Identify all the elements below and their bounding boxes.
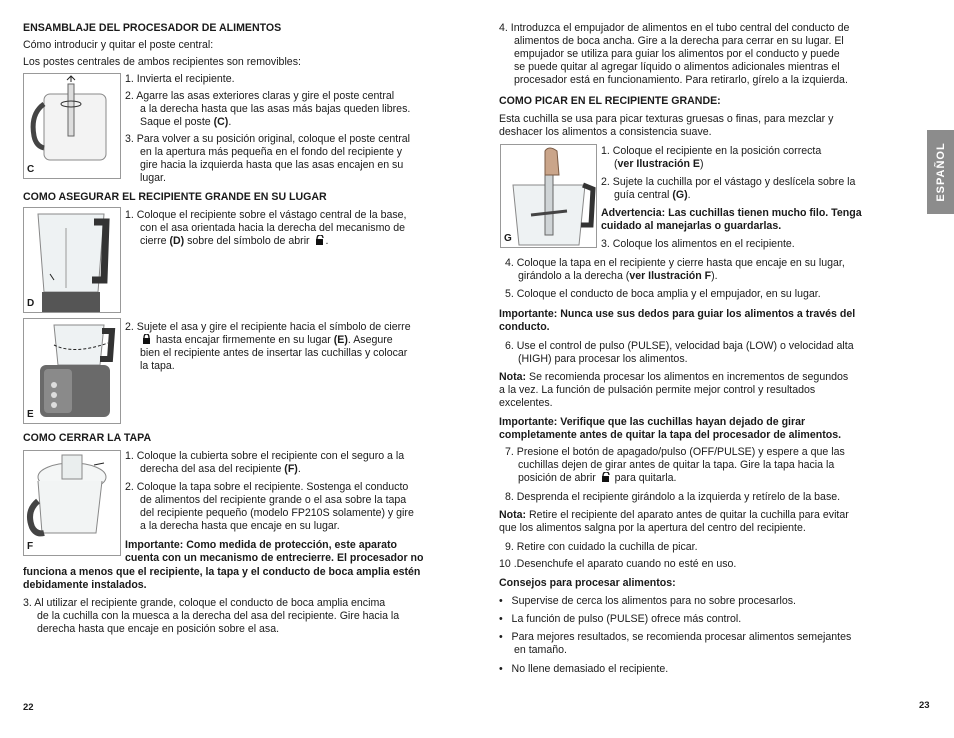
- list-item-cont: a la derecha hasta que las asas más bajas queden libres.: [140, 103, 411, 115]
- list-item-cont: a la derecha hasta que encaje en su lugar.: [140, 520, 340, 532]
- list-item: 9. Retire con cuidado la cuchilla de picar.: [505, 541, 698, 553]
- list-item: 8. Desprenda el recipiente girándolo a la izquierda y retírelo de la base.: [505, 491, 841, 503]
- important-note: completamente antes de quitar la tapa del procesador de alimentos.: [499, 429, 842, 441]
- page-number: 23: [919, 700, 930, 711]
- bullet-item-cont: en tamaño.: [514, 644, 568, 656]
- tips-title: Consejos para procesar alimentos:: [499, 577, 676, 589]
- list-item: 3. Para volver a su posición original, coloque el poste central: [125, 133, 411, 145]
- blade-insert-illustration: [501, 145, 596, 247]
- list-item: 2. Sujete el asa y gire el recipiente hacia el símbolo de cierre: [125, 321, 411, 333]
- list-item-cont: se puede quitar al agregar líquido o alimentos adicionales mientras el: [514, 61, 840, 73]
- list-item: 2. Agarre las asas exteriores claras y gire el poste central: [125, 90, 395, 102]
- bowl-on-base-illustration: [24, 208, 120, 312]
- lid-illustration: [24, 451, 120, 555]
- list-item-cont: hasta encajar firmemente en su lugar (E). Asegure: [140, 334, 393, 347]
- lock-icon: [142, 334, 151, 344]
- figure-label: C: [27, 164, 35, 175]
- list-item-cont: con el asa orientada hacia la derecha del mecanismo de: [140, 222, 406, 234]
- section-title-close-lid: COMO CERRAR LA TAPA: [23, 432, 152, 444]
- list-item-cont: en la apertura más pequeña en el fondo del recipiente y: [140, 146, 403, 158]
- warning-note: cuidado al manejarlas o guardarlas.: [601, 220, 782, 232]
- list-item-cont: del recipiente pequeño (modelo FP210S solamente) y gire: [140, 507, 414, 519]
- figure-label: E: [27, 409, 34, 420]
- list-item: 5. Coloque el conducto de boca amplia y el empujador, en su lugar.: [505, 288, 821, 300]
- list-item-cont: bien el recipiente antes de insertar las cuchillas y colocar: [140, 347, 408, 359]
- paragraph: deshacer los alimentos a consistencia suave.: [499, 126, 712, 138]
- page-number: 22: [23, 702, 34, 713]
- important-note: Importante: Verifique que las cuchillas hayan dejado de girar: [499, 416, 806, 428]
- list-item-cont: guía central (G).: [614, 189, 691, 201]
- side-tab-label: ESPAÑOL: [934, 142, 947, 202]
- important-note: funciona a menos que el recipiente, la tapa y el conducto de boca amplia estén: [23, 566, 421, 578]
- figure-f: [23, 450, 121, 556]
- section-title-secure-bowl: COMO ASEGURAR EL RECIPIENTE GRANDE EN SU LUGAR: [23, 191, 327, 203]
- important-note: conducto.: [499, 321, 550, 333]
- figure-label: D: [27, 298, 35, 309]
- list-item: 3. Coloque los alimentos en el recipiente.: [601, 238, 795, 250]
- list-item-cont: cuchillas dejen de girar antes de quitar la tapa. Gire la tapa hacia la: [518, 459, 835, 471]
- list-item-cont: (HIGH) para procesar los alimentos.: [518, 353, 688, 365]
- list-item-cont: de alimentos del recipiente grande o el asa sobre la tapa: [140, 494, 407, 506]
- unlock-icon: [315, 235, 324, 245]
- list-item-cont: derecha hasta que encaje en posición sobre el asa.: [37, 623, 280, 635]
- important-note: cuenta con un mecanismo de entrecierre. El procesador no: [125, 552, 424, 564]
- list-item-cont: gire hacia la izquierda hasta que las asas encajen en su: [140, 159, 404, 171]
- list-item-cont: Saque el poste (C).: [140, 116, 232, 128]
- bullet-item: • Para mejores resultados, se recomienda procesar alimentos semejantes: [499, 631, 852, 643]
- list-item-cont: lugar.: [140, 172, 166, 184]
- note: Nota: Retire el recipiente del aparato antes de quitar la cuchilla para evitar: [499, 509, 849, 521]
- bullet-item: • No llene demasiado el recipiente.: [499, 663, 669, 675]
- paragraph: Esta cuchilla se usa para picar texturas gruesas o finas, para mezclar y: [499, 113, 834, 125]
- list-item-cont: girándolo a la derecha (ver Ilustración F).: [518, 270, 718, 282]
- list-item-cont: procesador está en funcionamiento. Para retirarlo, gírelo a la izquierda.: [514, 74, 848, 86]
- list-item: 7. Presione el botón de apagado/pulso (OFF/PULSE) y espere a que las: [505, 446, 845, 458]
- important-note: Importante: Como medida de protección, este aparato: [125, 539, 397, 551]
- note: que los alimentos salgna por la apertura del centro del recipiente.: [499, 522, 806, 534]
- list-item: 1. Invierta el recipiente.: [125, 73, 235, 85]
- section-title-assembly: ENSAMBLAJE DEL PROCESADOR DE ALIMENTOS: [23, 22, 282, 34]
- list-item: 2. Coloque la tapa sobre el recipiente. Sostenga el conducto: [125, 481, 409, 493]
- list-item: 1. Coloque el recipiente sobre el vástago central de la base,: [125, 209, 407, 221]
- warning-note: Advertencia: Las cuchillas tienen mucho filo. Tenga: [601, 207, 862, 219]
- list-item: 10 .Desenchufe el aparato cuando no esté en uso.: [499, 558, 737, 570]
- list-item: 4. Introduzca el empujador de alimentos en el tubo central del conducto de: [499, 22, 850, 34]
- list-item-cont: la tapa.: [140, 360, 175, 372]
- bullet-item: • Supervise de cerca los alimentos para no sobre procesarlos.: [499, 595, 796, 607]
- note: a la vez. La función de pulsación permite mejor control y resultados: [499, 384, 816, 396]
- figure-c: [23, 73, 121, 179]
- list-item-cont: posición de abrir para quitarla.: [518, 472, 677, 484]
- list-item-cont: derecha del asa del recipiente (F).: [140, 463, 301, 475]
- list-item: 2. Sujete la cuchilla por el vástago y deslícela sobre la: [601, 176, 856, 188]
- figure-label: F: [27, 541, 34, 552]
- list-item-cont: de la cuchilla con la muesca a la derecha del asa del recipiente. Gire hacia la: [37, 610, 400, 622]
- note: Nota: Se recomienda procesar los alimentos en incrementos de segundos: [499, 371, 849, 383]
- paragraph: Cómo introducir y quitar el poste central:: [23, 39, 214, 51]
- unlock-icon: [601, 472, 610, 482]
- list-item: 4. Coloque la tapa en el recipiente y cierre hasta que encaje en su lugar,: [505, 257, 845, 269]
- important-note: debidamente instalados.: [23, 579, 147, 591]
- section-title-chopping: COMO PICAR EN EL RECIPIENTE GRANDE:: [499, 95, 721, 107]
- list-item-cont: (ver Ilustración E): [614, 158, 704, 170]
- note: excelentes.: [499, 397, 553, 409]
- list-item: 6. Use el control de pulso (PULSE), velocidad baja (LOW) o velocidad alta: [505, 340, 854, 352]
- figure-label: G: [504, 233, 512, 244]
- important-note: Importante: Nunca use sus dedos para guiar los alimentos a través del: [499, 308, 856, 320]
- right-page: [477, 0, 954, 738]
- bowl-lock-illustration: [24, 319, 120, 423]
- list-item: 1. Coloque el recipiente en la posición correcta: [601, 145, 822, 157]
- list-item-cont: cierre (D) sobre del símbolo de abrir .: [140, 235, 329, 247]
- figure-d: [23, 207, 121, 313]
- bowl-post-illustration: [24, 74, 120, 178]
- list-item: 1. Coloque la cubierta sobre el recipiente con el seguro a la: [125, 450, 405, 462]
- paragraph: Los postes centrales de ambos recipientes son removibles:: [23, 56, 301, 68]
- language-side-tab: [927, 130, 954, 214]
- list-item: 3. Al utilizar el recipiente grande, coloque el conducto de boca amplia encima: [23, 597, 386, 609]
- bullet-item: • La función de pulso (PULSE) ofrece más control.: [499, 613, 742, 625]
- list-item-cont: alimentos de boca ancha. Gire a la derecha para cerrar en su lugar. El: [514, 35, 844, 47]
- figure-e: [23, 318, 121, 424]
- list-item-cont: empujador se utiliza para guiar los alimentos por el conducto y puede: [514, 48, 840, 60]
- figure-g: [500, 144, 597, 248]
